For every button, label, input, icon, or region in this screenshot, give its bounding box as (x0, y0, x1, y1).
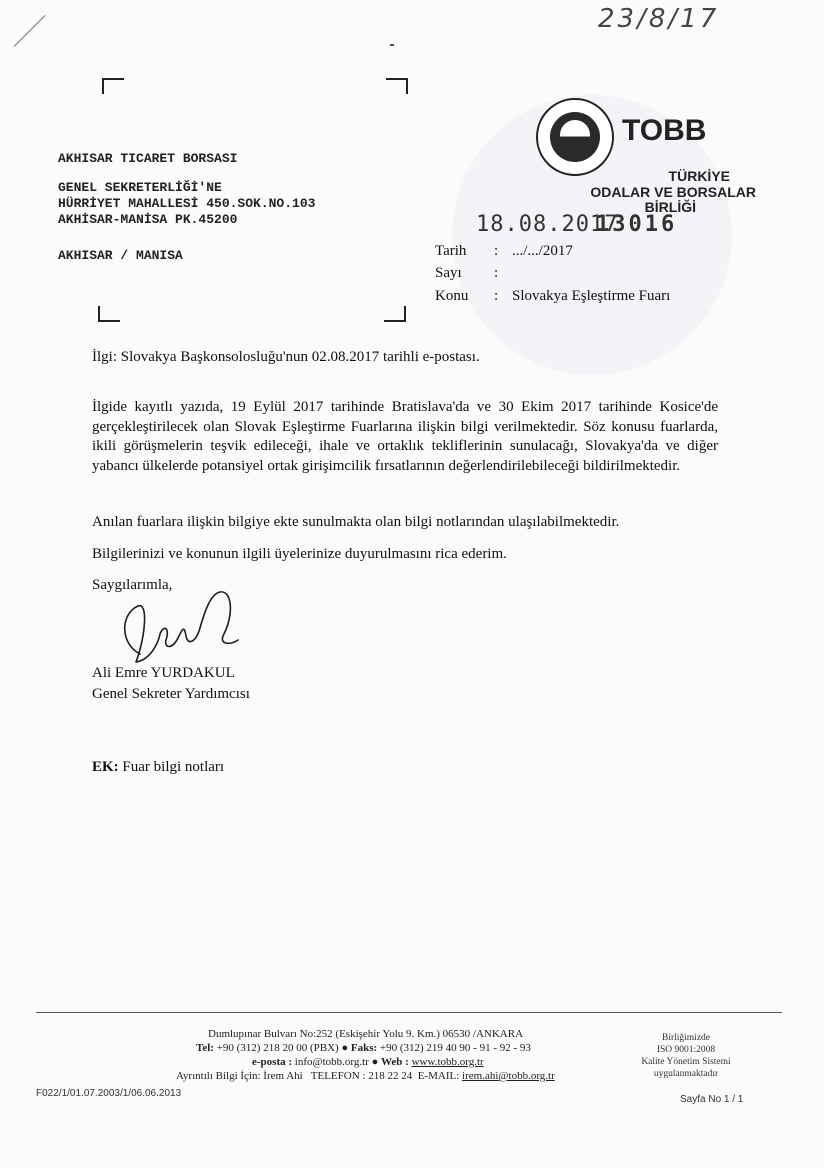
footer-web (252, 1056, 484, 1068)
recipient-line-4: AKHİSAR-MANİSA PK.45200 (58, 212, 238, 227)
tel-value: +90 (312) 218 20 00 (PBX) (216, 1042, 339, 1054)
sayi-label: Sayı (435, 265, 462, 281)
signatory-title: Genel Sekreter Yardımcısı (92, 686, 250, 702)
closing: Saygılarımla, (92, 577, 173, 593)
stamp-date: 18.08.2017 (476, 212, 619, 237)
iso-line-3: Kalite Yönetim Sistemi (641, 1057, 731, 1067)
tarih-label: Tarih (435, 243, 467, 259)
eposta-value[interactable]: info@tobb.org.tr (294, 1056, 369, 1068)
recipient-line-2: GENEL SEKRETERLİĞİ'NE (58, 180, 222, 195)
attachment (92, 759, 224, 776)
pen-mark (14, 15, 46, 47)
tel-label: Tel: (196, 1042, 214, 1054)
eposta-label: e-posta : (252, 1056, 293, 1068)
footer-phones (196, 1042, 531, 1054)
attachment-label: EK: (92, 759, 119, 775)
konu-value: Slovakya Eşleştirme Fuarı (512, 288, 671, 304)
attachment-value: Fuar bilgi notları (122, 759, 225, 775)
recipient-line-3: HÜRRİYET MAHALLESİ 450.SOK.NO.103 (58, 196, 316, 211)
contact-phone: TELEFON : 218 22 24 (310, 1070, 413, 1082)
konu-label: Konu (435, 288, 469, 304)
tobb-seal-icon (536, 98, 614, 176)
org-line-3: BİRLİĞİ (644, 199, 696, 215)
bullet-icon: ● (371, 1056, 379, 1068)
web-label: Web : (381, 1056, 409, 1068)
contact-mail-label: E-MAIL (417, 1070, 457, 1082)
footer-rule (36, 1012, 782, 1013)
footer-contact: Ayrıntılı Bilgi İçin: İrem Ahi TELEFON : 218 22 24 E-MAIL: irem.ahi@tobb.org.tr (176, 1070, 555, 1082)
logo-name: TOBB (622, 114, 707, 147)
window-corner-tr (386, 78, 408, 94)
org-line-2: ODALAR VE BORSALAR (590, 184, 756, 200)
window-corner-bl (98, 306, 120, 322)
dot-mark (390, 44, 394, 46)
iso-line-1: Birliğimizde (661, 1033, 711, 1043)
stamp-number: 13016 (596, 212, 678, 237)
contact-prefix: Ayrıntılı Bilgi İçin: İrem Ahi (176, 1070, 303, 1082)
paragraph-3: Bilgilerinizi ve konunun ilgili üyelerinize duyurulmasını rica ederim. (92, 546, 507, 562)
bullet-icon: ● (341, 1042, 349, 1054)
iso-line-2: ISO 9001:2008 (656, 1045, 716, 1055)
paragraph-1: İlgide kayıtlı yazıda, 19 Eylül 2017 tarihinde Bratislava'da ve 30 Ekim 2017 tarihinde Kosice'de gerçekleştirilecek olan Slovak Eşleştirme Fuarlarına ilişkin bilgi verilmektedir. Söz konusu fuarlarda, ikili görüşmelerin teşvik edileceği, ihale ve ortaklık tekliflerinin sunulacağı, Slovakya'da ve diğer yabancı ülkelerde potansiyel ortak girişimcilik fırsatlarının değerlendirilebileceği bildirilmektedir. (92, 399, 718, 474)
paragraph-2: Anılan fuarlara ilişkin bilgiye ekte sunulmakta olan bilgi notlarından ulaşılabilmektedir. (92, 514, 620, 530)
ilgi-line: İlgi: Slovakya Başkonsolosluğu'nun 02.08.2017 tarihli e-postası. (92, 349, 480, 365)
window-corner-tl (102, 78, 124, 94)
tarih-colon: : (494, 243, 499, 259)
contact-mail-link[interactable]: irem.ahi@tobb.org.tr (462, 1070, 555, 1082)
recipient-line-1: AKHISAR TICARET BORSASI (58, 151, 238, 166)
faks-label: Faks: (350, 1042, 378, 1054)
sayi-colon: : (494, 265, 499, 281)
tarih-value: .../.../2017 (512, 243, 573, 259)
web-link[interactable]: www.tobb.org.tr (411, 1056, 484, 1068)
window-corner-br (384, 306, 406, 322)
page-number: Sayfa No 1 / 1 (680, 1094, 744, 1105)
form-code: F022/1/01.07.2003/1/06.06.2013 (36, 1088, 182, 1099)
konu-colon: : (494, 288, 499, 304)
handwritten-date: 23/8/17 (598, 4, 720, 34)
iso-line-4: uygulanmaktadır (653, 1069, 719, 1079)
faks-value: +90 (312) 219 40 90 - 91 - 92 - 93 (379, 1042, 531, 1054)
footer-address: Dumlupınar Bulvarı No:252 (Eskişehir Yolu 9. Km.) 06530 /ANKARA (208, 1028, 524, 1040)
iso-block (626, 1032, 746, 1080)
signatory-name: Ali Emre YURDAKUL (92, 665, 235, 681)
recipient-line-5: AKHISAR / MANISA (58, 248, 183, 263)
signature-icon (100, 584, 250, 674)
org-line-1: TÜRKİYE (668, 168, 730, 184)
